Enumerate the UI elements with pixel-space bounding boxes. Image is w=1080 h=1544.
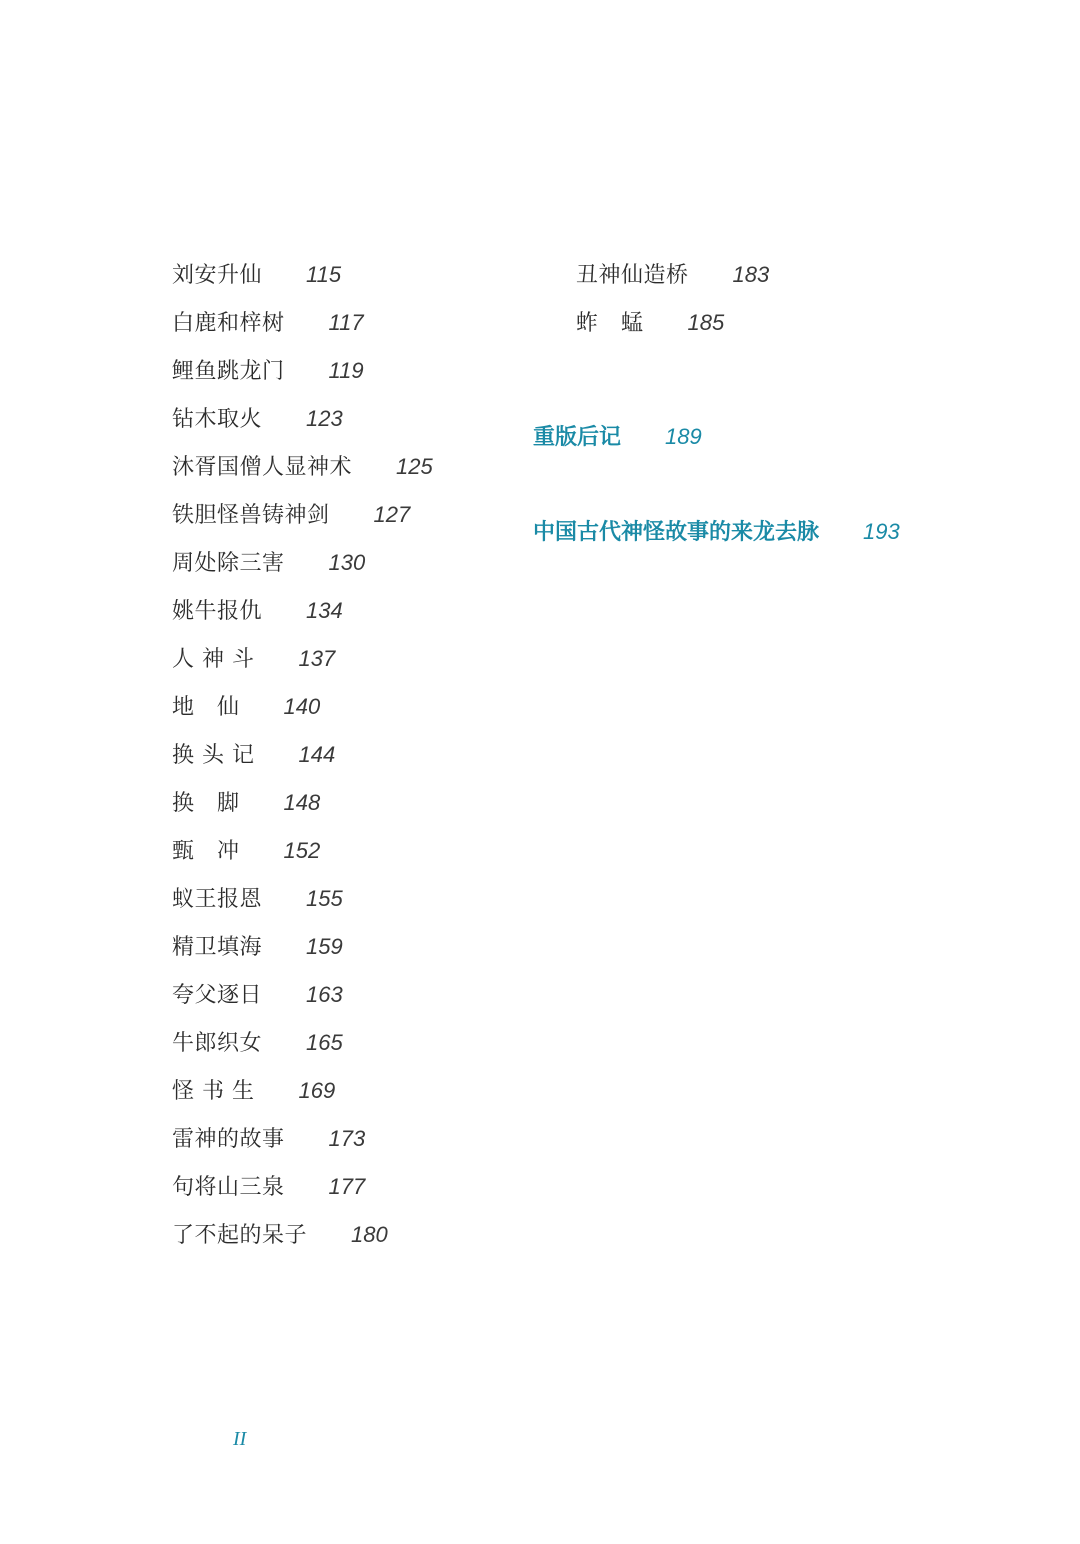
toc-entry[interactable] (172, 878, 532, 926)
entry-page-number: 125 (396, 454, 433, 479)
entry-page-number: 165 (306, 1030, 343, 1055)
toc-entry[interactable] (172, 494, 532, 542)
entry-page-number: 115 (306, 262, 342, 287)
entry-page-number: 180 (351, 1222, 388, 1247)
entry-page-number: 123 (306, 406, 343, 431)
entry-title: 刘安升仙 (172, 263, 263, 288)
entry-title: 牛郎织女 (172, 1031, 263, 1056)
toc-entry[interactable] (172, 1022, 532, 1070)
entry-page-number: 144 (298, 742, 336, 767)
entry-page-number: 183 (732, 262, 770, 287)
entry-page-number: 130 (328, 550, 366, 575)
entry-page-number: 137 (298, 646, 336, 671)
toc-entry[interactable] (172, 350, 532, 398)
entry-page-number: 177 (328, 1174, 366, 1199)
entry-title: 丑神仙造桥 (576, 263, 689, 288)
entry-title: 钻木取火 (172, 407, 263, 432)
entry-page-number: 173 (328, 1126, 366, 1151)
toc-entry[interactable] (576, 302, 976, 350)
toc-entry[interactable] (172, 830, 532, 878)
entry-title: 铁胆怪兽铸神剑 (172, 503, 330, 528)
toc-section-origin[interactable] (533, 515, 900, 546)
entry-page-number: 134 (306, 598, 343, 623)
page-folio-number: II (233, 1428, 247, 1450)
toc-entry[interactable] (172, 1166, 532, 1214)
section-page-number: 193 (863, 519, 900, 544)
toc-right-column (576, 254, 976, 350)
toc-entry[interactable] (172, 974, 532, 1022)
entry-title: 蚱 蜢 (576, 311, 644, 336)
entry-page-number: 159 (306, 934, 343, 959)
entry-title: 甄 冲 (172, 839, 240, 864)
toc-entry[interactable] (172, 398, 532, 446)
toc-entry[interactable] (172, 590, 532, 638)
entry-title: 周处除三害 (172, 551, 285, 576)
toc-entry[interactable] (172, 302, 532, 350)
section-page-number: 189 (665, 424, 702, 449)
entry-title: 白鹿和梓树 (172, 311, 285, 336)
entry-title: 鲤鱼跳龙门 (172, 359, 285, 384)
toc-entry[interactable] (172, 1070, 532, 1118)
entry-title: 地 仙 (172, 695, 240, 720)
entry-page-number: 185 (687, 310, 725, 335)
entry-title: 人 神 斗 (172, 647, 255, 672)
toc-entry[interactable] (172, 782, 532, 830)
entry-title: 换 头 记 (172, 743, 255, 768)
entry-page-number: 163 (306, 982, 343, 1007)
entry-title: 蚁王报恩 (172, 887, 263, 912)
toc-entry[interactable] (172, 1118, 532, 1166)
section-title: 重版后记 (533, 425, 622, 450)
entry-page-number: 155 (306, 886, 343, 911)
entry-title: 了不起的呆子 (172, 1223, 308, 1248)
entry-title: 换 脚 (172, 791, 240, 816)
toc-entry[interactable] (172, 638, 532, 686)
entry-page-number: 169 (298, 1078, 336, 1103)
entry-title: 姚牛报仇 (172, 599, 263, 624)
toc-entry[interactable] (576, 254, 976, 302)
toc-entry[interactable] (172, 1214, 532, 1262)
toc-entry[interactable] (172, 446, 532, 494)
toc-entry[interactable] (172, 734, 532, 782)
entry-page-number: 148 (283, 790, 321, 815)
toc-section-afterword[interactable] (533, 420, 702, 451)
section-title: 中国古代神怪故事的来龙去脉 (533, 520, 820, 545)
toc-left-column (172, 254, 532, 1262)
entry-page-number: 117 (328, 310, 364, 335)
entry-title: 怪 书 生 (172, 1079, 255, 1104)
entry-page-number: 152 (283, 838, 321, 863)
toc-entry[interactable] (172, 926, 532, 974)
toc-entry[interactable] (172, 686, 532, 734)
entry-title: 夸父逐日 (172, 983, 263, 1008)
entry-title: 雷神的故事 (172, 1127, 285, 1152)
entry-page-number: 119 (328, 358, 364, 383)
entry-page-number: 140 (283, 694, 321, 719)
entry-title: 精卫填海 (172, 935, 263, 960)
toc-entry[interactable] (172, 254, 532, 302)
entry-title: 沐胥国僧人显神术 (172, 455, 353, 480)
entry-title: 句将山三泉 (172, 1175, 285, 1200)
toc-entry[interactable] (172, 542, 532, 590)
entry-page-number: 127 (373, 502, 411, 527)
